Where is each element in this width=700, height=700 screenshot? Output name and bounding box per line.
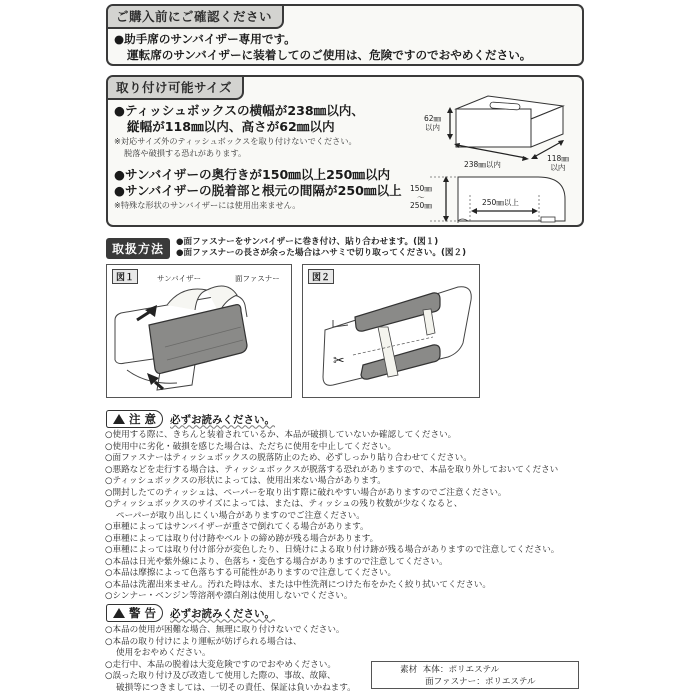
list-item: ○車種によっては取り付け跡やベルトの締め跡が残る場合があります。	[105, 533, 379, 544]
callout-fastener: 面ファスナー	[235, 274, 280, 283]
list-item: ○シンナー・ベンジン等溶剤や漂白剤は使用しないでください。	[105, 591, 353, 601]
box-width-label: 238㎜以内	[464, 160, 501, 169]
list-item: ○本品の使用が困難な場合、無理に取り付けないでください。	[105, 625, 345, 635]
size-note2: ※特殊な形状のサンバイザーには使用出来ません。	[114, 200, 301, 210]
figure-2-label: 図２	[308, 269, 334, 284]
caution-subtitle: 必ずお読みください。	[170, 413, 276, 426]
list-item: ○開封したてのティッシュは、ペーパーを取り出す際に破れやすい場合がありますのでご注意ください。	[105, 487, 507, 498]
material-box	[371, 661, 579, 689]
svg-text:✂: ✂	[333, 353, 345, 369]
box-height-label: 62㎜ 以内	[424, 114, 442, 132]
list-item: ○本品は洗濯出来ません。汚れた時は水、または中性洗剤につけた布をかたく絞り拭いてください。	[105, 579, 491, 590]
list-item: 破損等につきましては、一切その責任、保証は負いかねます。	[116, 682, 356, 693]
box-depth-label: 118㎜ 以内	[547, 154, 569, 172]
list-item: ○面ファスナーはティッシュボックスの脱落防止のため、必ずしっかり貼り合わせてください。	[105, 453, 472, 463]
caution-header	[106, 410, 275, 428]
warning-subtitle: 必ずお読みください。	[170, 607, 276, 620]
size-item1-line1: ●ティッシュボックスの横幅が238㎜以内、	[114, 103, 364, 118]
list-item: ○本品は日光や紫外線により、色落ち・変色する場合がありますので注意してください。	[105, 556, 448, 567]
howto-line2: ●面ファスナーの長さが余った場合はハサミで切り取ってください。(図２)	[176, 248, 467, 258]
warning-header	[106, 604, 275, 622]
list-item: 使用をおやめください。	[116, 648, 211, 658]
list-item: ○ティッシュボックスのサイズによっては、または、ティッシュの残り枚数が少なくなると、	[105, 499, 463, 509]
list-item: ○車種によっては取り付け部分が変色したり、日焼けによる取り付け跡が残る場合がありますので注意してください。	[105, 545, 560, 555]
figure-2	[302, 264, 480, 398]
size-diagram	[408, 81, 583, 223]
visor-trim-illustration-icon	[303, 265, 481, 399]
material-label: 素材	[400, 665, 418, 675]
howto-header	[106, 237, 466, 259]
list-item: ○悪路などを走行する場合は、ティッシュボックスが脱落する恐れがありますので、本品を取り外しておいてください	[105, 464, 559, 475]
material-fastener: 面ファスナー：ポリエステル	[425, 677, 536, 687]
before-purchase-line1: ●助手席のサンバイザー専用です。	[114, 32, 296, 46]
size-note1-line1: ※対応サイズ外のティッシュボックスを取り付けないでください。	[114, 136, 357, 146]
size-item3: ●サンバイザーの脱着部と根元の間隔が250㎜以上	[114, 183, 402, 198]
before-purchase-line2: 運転席のサンバイザーに装着してのご使用は、危険ですのでおやめください。	[127, 48, 532, 62]
size-item2: ●サンバイザーの奥行きが150㎜以上250㎜以内	[114, 167, 391, 182]
compatible-sizes-box	[106, 75, 584, 227]
compatible-sizes-title: 取り付け可能サイズ	[108, 77, 244, 100]
warning-triangle-icon	[113, 608, 125, 618]
list-item: ○使用する際に、きちんと装着されているか、本品が破損していないか確認してください。	[105, 430, 457, 440]
warning-triangle-icon	[113, 414, 125, 424]
size-note1-line2: 脱落や破損する恐れがあります。	[124, 148, 247, 158]
material-body: 本体：ポリエステル	[422, 665, 500, 675]
howto-line1: ●面ファスナーをサンバイザーに巻き付け、貼り合わせます。(図１)	[176, 237, 439, 247]
list-item: ○使用中に劣化・破損を感じた場合は、ただちに使用を中止してください。	[105, 441, 397, 452]
warning-badge: 警 告	[106, 604, 163, 622]
before-purchase-box	[106, 4, 584, 66]
figure-1	[106, 264, 292, 398]
list-item: ペーパーが取り出しにくい場合がありますのでご注意ください。	[116, 510, 365, 521]
list-item: ○本品の取り付けにより運転が妨げられる場合は、	[105, 636, 302, 647]
list-item: ○走行中、本品の脱着は大変危険ですのでおやめください。	[105, 659, 336, 670]
list-item: ○ティッシュボックスの形状によっては、使用出来ない場合があります。	[105, 476, 386, 486]
howto-label: 取扱方法	[106, 238, 170, 259]
list-item: ○本品は摩擦によって色落ちする可能性がありますので注意してください。	[105, 568, 397, 578]
visor-wrap-illustration-icon	[107, 265, 293, 399]
visor-gap-label: 250㎜以上	[482, 198, 519, 207]
caution-badge: 注 意	[106, 410, 163, 428]
list-item: ○車種によってはサンバイザーが重さで倒れてくる場合があります。	[105, 522, 369, 532]
list-item: ○誤った取り付け及び改造して使用した際の、事故、故障、	[105, 671, 336, 681]
warning-list	[105, 625, 356, 694]
figure-1-label: 図１	[112, 269, 138, 284]
caution-list	[105, 430, 559, 603]
size-item1-line2: 縦幅が118㎜以内、高さが62㎜以内	[127, 119, 335, 134]
before-purchase-title: ご購入前にご確認ください	[108, 6, 284, 29]
callout-visor: サンバイザー	[157, 274, 202, 283]
visor-depth-label: 150㎜ 〜 250㎜	[410, 184, 432, 210]
